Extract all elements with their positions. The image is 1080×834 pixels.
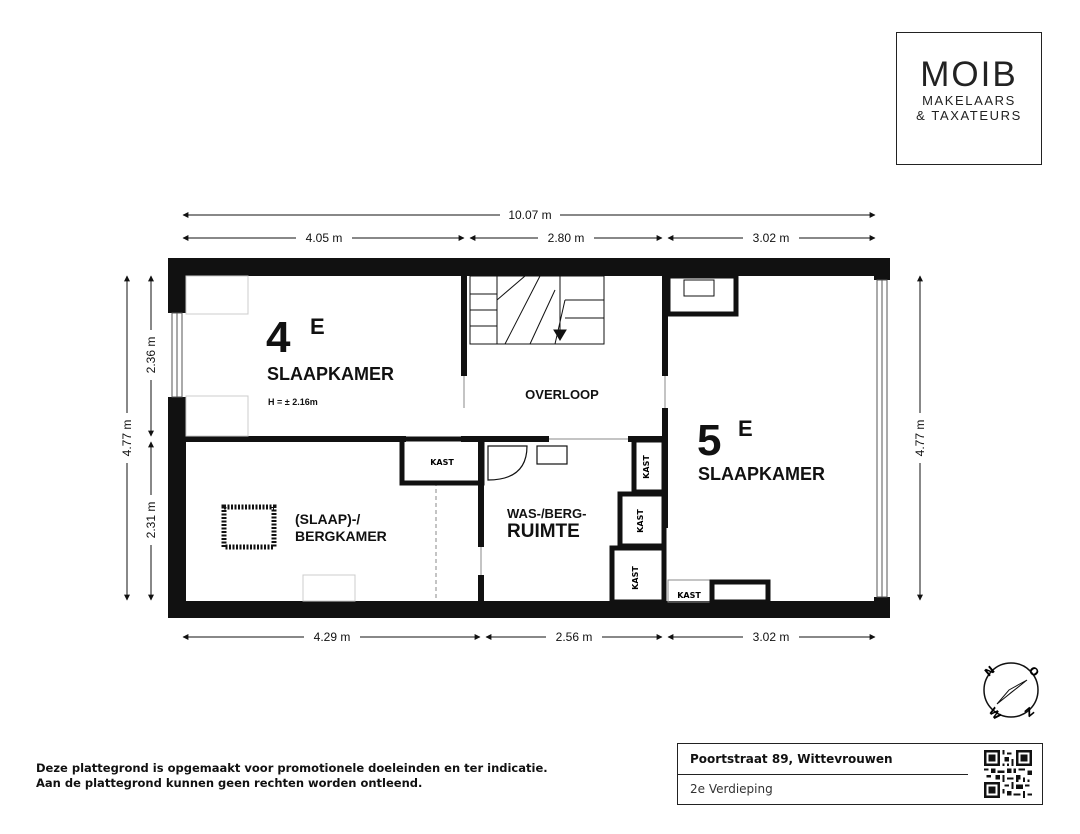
- kast-4-label: KAST: [631, 566, 640, 590]
- compass-n: N: [982, 663, 998, 680]
- compass-o: O: [1025, 663, 1042, 680]
- shower-tray: [488, 446, 567, 480]
- room5-number: 5: [697, 416, 722, 465]
- room5-sup: E: [738, 416, 753, 441]
- room5-name: SLAAPKAMER: [698, 464, 826, 484]
- logo-line-2: & TAXATEURS: [916, 108, 1022, 123]
- room4-name: SLAAPKAMER: [267, 364, 395, 384]
- room4-sup: E: [310, 314, 325, 339]
- qr-code-icon: [984, 750, 1032, 798]
- kast-1-label: KAST: [430, 458, 454, 467]
- dimension-lines: [127, 215, 920, 637]
- address-divider: [678, 774, 968, 775]
- dim-right-total: 4.77 m: [913, 419, 927, 457]
- dim-bottom-right: 3.02 m: [752, 630, 790, 644]
- dim-top-right: 3.02 m: [752, 231, 790, 245]
- dim-total-width: 10.07 m: [508, 208, 552, 222]
- was-line-1: WAS-/BERG-: [507, 506, 587, 521]
- closet-room5: [668, 276, 736, 314]
- kast-5-label: KAST: [677, 591, 701, 600]
- room4-height: H = ± 2.16m: [268, 397, 318, 407]
- logo-name: MOIB: [920, 55, 1018, 94]
- berg-line-1: (SLAAP)-/: [295, 511, 361, 527]
- staircase: [470, 276, 604, 344]
- compass-z: Z: [1022, 704, 1037, 720]
- logo-line-1: MAKELAARS: [922, 93, 1016, 108]
- disclaimer: [36, 761, 548, 791]
- address-box: [677, 743, 1043, 805]
- was-line-2: RUIMTE: [507, 521, 580, 542]
- storage-symbol: [224, 507, 274, 547]
- berg-line-2: BERGKAMER: [295, 528, 387, 544]
- dim-top-left: 4.05 m: [305, 231, 343, 245]
- disclaimer-line-2: Aan de plattegrond kunnen geen rechten worden ontleend.: [36, 776, 423, 790]
- compass-w: W: [985, 704, 1004, 723]
- dim-bottom-left: 4.29 m: [313, 630, 351, 644]
- doors: [406, 376, 665, 601]
- dim-bottom-mid: 2.56 m: [555, 630, 593, 644]
- kast-3-label: KAST: [636, 509, 645, 533]
- compass-icon: [982, 663, 1042, 723]
- dim-left-lower: 2.31 m: [144, 501, 158, 539]
- kast-1: [402, 439, 482, 483]
- dim-top-mid: 2.80 m: [547, 231, 585, 245]
- room4-number: 4: [266, 313, 291, 362]
- overloop-label: OVERLOOP: [525, 387, 599, 402]
- address-street: Poortstraat 89, Wittevrouwen: [690, 752, 893, 766]
- dim-left-total: 4.77 m: [120, 419, 134, 457]
- address-floor: 2e Verdieping: [690, 782, 773, 796]
- dim-left-upper: 2.36 m: [144, 336, 158, 374]
- disclaimer-line-1: Deze plattegrond is opgemaakt voor promotionele doeleinden en ter indicatie.: [36, 761, 548, 775]
- kast-2-label: KAST: [642, 455, 651, 479]
